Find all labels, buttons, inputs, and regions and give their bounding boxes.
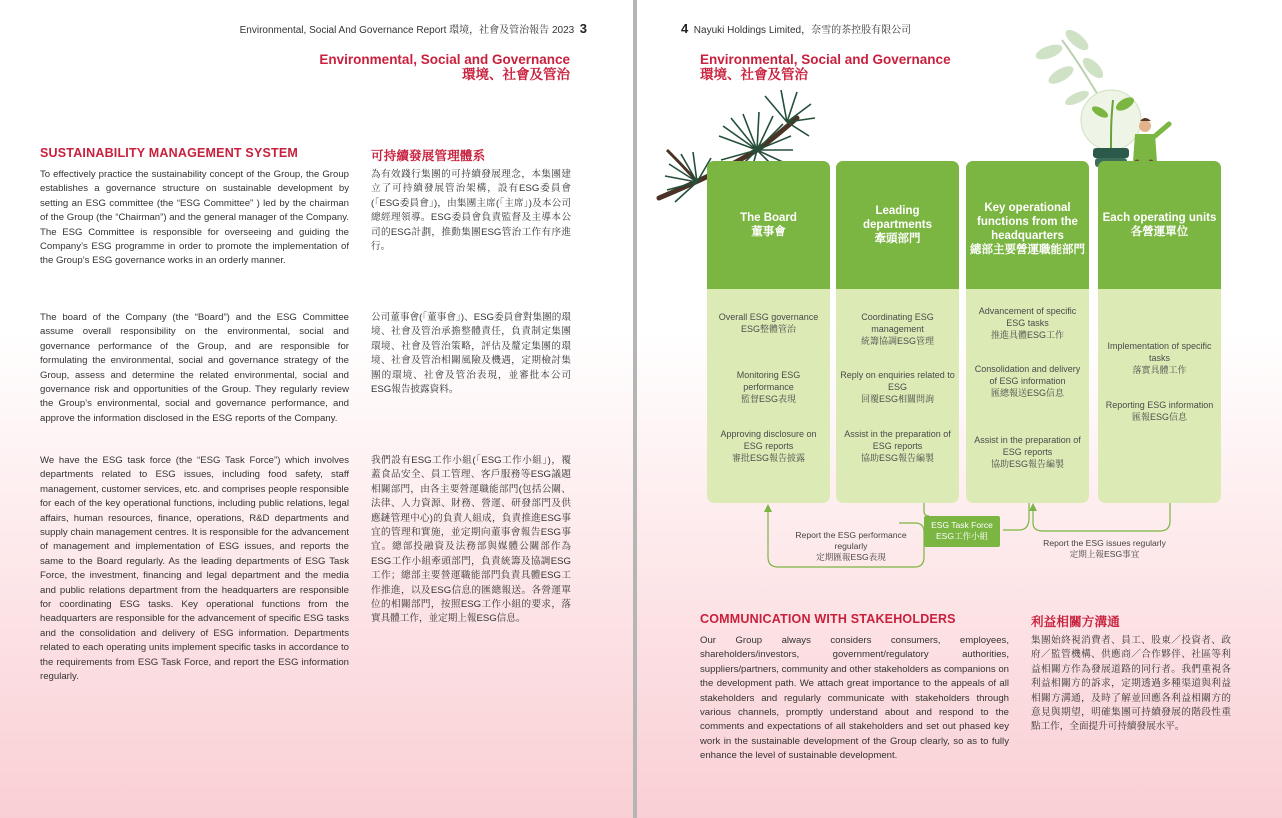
chart-column-leading-departments [836,161,959,503]
caption-report-performance: Report the ESG performance regularly 定期匯報ESG表現 [795,530,907,562]
paragraph-en-1: To effectively practice the sustainability concept of the Group, the Group establishes a governance structure on sustainable development by setting an ESG committee (the “ESG Committee” ) led by the chairman of the Group (the “Chairman”) and the general manager of the Company. The ESG Committee is responsible for overseeing and guiding the Company’s ESG programme in order to promote the implementation of the Group’s ESG governance works in an orderly manner. [40,169,349,267]
paragraph-zh-2: 公司董事會(「董事會」)、ESG委員會對集團的環境、社會及管治承擔整體責任，負責制定集團環境、社會及管治策略，評估及釐定集團的環境、社會及管治相關風險及機遇，定期檢討集團的環境、社會及管治表現，並審批本公司ESG報告披露資料。 [371,312,571,396]
column-header: Each operating units 各營運單位 [1098,161,1221,289]
paragraph-stakeholders-en: Our Group always considers consumers, employees, shareholders/investors, government/regulatory authorities, suppliers/partners, community and other stakeholders as companions on the development path. We attach great importance to the appeals of all stakeholders and regularly communicate with stakeholders through various channels, promptly understand about and respond to the comments and expectations of all stakeholders and set out phased key work in the sustainable development of the Group clearly, so as to fully enhance the level of sustainable development. [700,635,1009,762]
chart-item: Advancement of specific ESG tasks 推進具體ESG工作 [978,306,1077,340]
chart-item: Reply on enquiries related to ESG 回覆ESG相關問詢 [840,370,955,404]
chart-item: Reporting ESG information 匯報ESG信息 [1105,400,1214,422]
chart-item: Overall ESG governance ESG整體管治 [718,312,819,334]
chart-item: Assist in the preparation of ESG reports 協助ESG報告編製 [844,429,951,463]
section-title: Environmental, Social and Governance 環境、社會及管治 [319,52,570,82]
right-page [637,0,1282,818]
chart-item: Assist in the preparation of ESG reports 協助ESG報告編製 [974,435,1081,469]
heading-sustainability-en: SUSTAINABILITY MANAGEMENT SYSTEM [40,146,299,160]
heading-sustainability-zh: 可持續發展管理體系 [371,149,486,163]
page-number: 3 [579,21,587,36]
chart-column-operating-units [1098,161,1221,503]
chart-item: Consolidation and delivery of ESG information 匯總報送ESG信息 [974,364,1081,398]
running-head-right: 4 Nayuki Holdings Limited，奈雪的茶控股有限公司 [681,21,912,36]
esg-task-force-box: ESG Task Force ESG工作小組 [924,516,1000,547]
chart-item: Approving disclosure on ESG reports 審批ESG報告披露 [720,429,817,463]
chart-item: Monitoring ESG performance 監督ESG表現 [736,370,801,404]
column-header: Leading departments 牽頭部門 [836,161,959,289]
caption-report-issues: Report the ESG issues regularly 定期上報ESG事宜 [1043,538,1166,559]
chart-column-key-operational-functions [966,161,1089,503]
page-number-right: 4 [681,21,689,36]
paragraph-en-3: We have the ESG task force (the “ESG Task Force”) which involves departments related to ESG issues, including food safety, staff management, customer services, etc. and comprises people responsible for each of the key operational functions, including public relations, legal affairs, human resources, finance, operations, R&D departments and supply chain management centres. It is responsible for the advancement of management and implementation of ESG issues, and reports the same to the Board regularly. As the leading departments of ESG Task Force, the investment, financing and legal department and the media and public relations department from the headquarters are responsible for coordinating ESG tasks. Key operational functions from the headquarters are responsible for the advancement of specific ESG tasks and the consolidation and delivery of ESG information. Departments related to each operating units implement specific tasks in accordance to the requirements from ESG Task Force, and report the ESG information regularly. [40,455,349,683]
paragraph-stakeholders-zh: 集團始終視消費者、員工、股東／投資者、政府／監管機構、供應商／合作夥伴、社區等利益相關方作為發展道路的同行者。我們重視各利益相關方的訴求，定期透過多種渠道與利益相關方溝通，及時了解並回應各利益相關方的意見與期望，明確集團可持續發展的階段性重點工作，全面提升可持續發展水平。 [1031,635,1231,733]
section-title-right: Environmental, Social and Governance 環境、社會及管治 [700,52,951,82]
chart-item: Implementation of specific tasks 落實具體工作 [1107,341,1212,375]
left-page [0,0,633,818]
chart-column-board [707,161,830,503]
column-header: The Board 董事會 [707,161,830,289]
heading-stakeholders-zh: 利益相關方溝通 [1031,615,1120,629]
column-header: Key operational functions from the headquarters 總部主要營運職能部門 [966,161,1089,289]
chart-item: Coordinating ESG management 統籌協調ESG管理 [860,312,934,346]
heading-stakeholders-en: COMMUNICATION WITH STAKEHOLDERS [700,612,956,626]
paragraph-en-2: The board of the Company (the “Board”) and the ESG Committee assume overall responsibility on the environmental, social and governance performance of the Group, and are responsible for formulating the environmental, social and governance strategy of the Group, assess and determine the related environmental, social and governance risk and opportunities of the Group. They regularly review the Group’s environmental, social and governance performance, and approve the information disclosed in the ESG reports of the Company. [40,312,349,424]
running-head: Environmental, Social And Governance Report 環境，社會及管治報告 2023 3 [239,21,587,36]
paragraph-zh-3: 我們設有ESG工作小組(「ESG工作小組」)，覆蓋食品安全、員工管理、客戶服務等ESG議題相關部門，由各主要營運職能部門(包括公關、法律、人力資源、財務、營運、研發部門及供應鏈管理中心)的負責人組成，負責推進ESG事宜的管理和實施，並定期向董事會報告ESG事宜。總部投融資及法務部與媒體公關部作為ESG工作小組牽頭部門，負責統籌及協調ESG工作；總部主要營運職能部門負責具體ESG工作推進，以及ESG信息的匯總報送。各營運單位的相關部門，按照ESG工作小組的要求，落實具體工作，並定期上報ESG信息。 [371,455,571,625]
paragraph-zh-1: 為有效踐行集團的可持續發展理念，本集團建立了可持續發展管治架構，設有ESG委員會(「ESG委員會」)，由集團主席(「主席」)及本公司總經理領導。ESG委員會負責監督及主導本公司的ESG計劃，推動集團ESG管治工作有序進行。 [371,169,571,253]
